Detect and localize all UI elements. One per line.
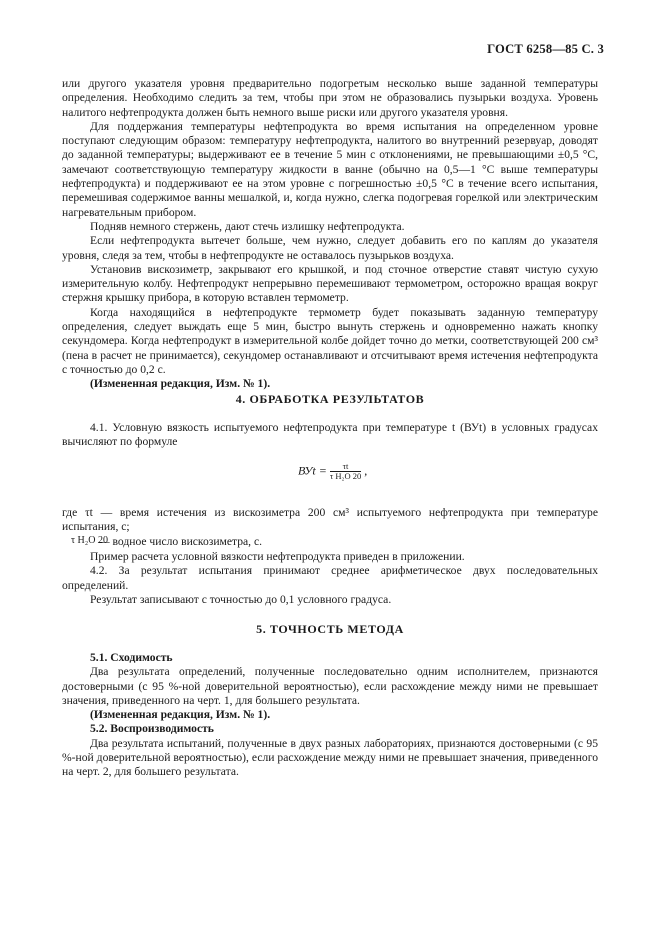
section-5-body — [62, 651, 598, 780]
section-4-1 — [62, 421, 598, 450]
page-header: ГОСТ 6258—85 С. 3 — [487, 42, 604, 56]
top-text-block — [62, 77, 598, 392]
section-4-title: 4. ОБРАБОТКА РЕЗУЛЬТАТОВ — [235, 392, 425, 406]
section-4-rest — [62, 550, 598, 607]
section-4-1-text: 4.1. Условную вязкость испытуемого нефтепродукта при температуре t (ВУt) в условных градусах вычисляют по формуле — [62, 421, 598, 449]
rounding-note: Результат записывают с точностью до 0,1 условного градуса. — [90, 592, 392, 606]
paragraph-5: Установив вискозиметр, закрывают его крышкой, и под сточное отверстие ставят чистую сухую измерительную колбу. Нефтепродукт непрерывно перемешивают термометром, осторожно вращая вокруг стержня крышку прибора, в которую вставлен термометр. — [62, 262, 598, 305]
paragraph-2: Для поддержания температуры нефтепродукта во время испытания на определенном уровне поступают следующим образом: температуру нефтепродукта, налитого во внутренний резервуар, доводят до заданной температуры; выдерживают ее в течение 5 мин с отклонениями, не превышающими ±0,5 °С, замечают соответствующую температуру жидкости в ванне (обычно на 0,5—1 °С выше температуры нефтепродукта) и поддерживают ее на этом уровне с погрешностью ±0,5 °С в течение всего испытания, перемешивая содержимое ванны мешалкой, и, когда нужно, слегка подогревая горелкой или электрическим нагревательным прибором. — [62, 119, 598, 219]
where-tau-t: где τt — время истечения из вискозиметра 200 см³ испытуемого нефтепродукта при температуре испытания, с; — [62, 506, 598, 534]
formula-lhs: ВУt = — [298, 463, 327, 478]
section-5-1-title: 5.1. Сходимость — [90, 651, 173, 664]
paragraph-1: или другого указателя уровня предварительно подогретым несколько выше заданной температуры определения. Необходимо следить за тем, чтобы при этом не образовались пузырьки воздуха. Уровень налитого нефтепродукта должен быть немного выше риски или другого указателя уровня. — [62, 77, 598, 119]
paragraph-4: Если нефтепродукта вытечет больше, чем нужно, следует добавить его по каплям до указателя уровня, следя за тем, чтобы в нефтепродукте не оставалось пузырьков воздуха. — [62, 234, 598, 262]
viscosity-formula: ВУt = $\frac{\tau t}{\text{τ H₂O 20}}$ , — [298, 461, 368, 481]
amendment-note: (Измененная редакция, Изм. № 1). — [90, 377, 271, 391]
formula-numerator: τt — [330, 462, 361, 472]
section-5-2-text: Два результата испытаний, полученные в двух разных лабораториях, признаются достоверными (с 95 %-ной доверительной вероятностью), если расхождение между ними не превышает значения, приведенного на черт. 2, для большего результата. — [62, 736, 598, 779]
amendment-note-2: (Измененная редакция, Изм. № 1). — [90, 708, 271, 722]
section-5-2-title: 5.2. Воспроизводимость — [90, 722, 214, 736]
formula-denominator: τ H₂O 20 — [329, 471, 362, 481]
section-5-title: 5. ТОЧНОСТЬ МЕТОДА — [256, 622, 404, 636]
section-4-2-text: 4.2. За результат испытания принимают среднее арифметическое двух последовательных определений. — [62, 564, 598, 592]
section-5-1-text: Два результата определений, полученные последовательно одним исполнителем, признаются достоверными (с 95 %-ной доверительной вероятностью), если расхождение между ними не превышает значения, приведенного на черт. 1, для большего результата. — [62, 665, 598, 707]
where-tau-water: — водное число вискозиметра, с. — [98, 535, 263, 548]
paragraph-3: Подняв немного стержень, дают стечь излишку нефтепродукта. — [90, 219, 405, 233]
formula-fraction — [330, 462, 361, 481]
tau-water-symbol: τ H₂O 20 — [71, 535, 108, 546]
paragraph-6: Когда находящийся в нефтепродукте термометр будет показывать заданную температуру определения, следует выждать еще 5 мин, быстро вынуть стержень и одновременно нажать кнопку секундомера. Когда нефтепродукт в измерительной колбе дойдет точно до метки, соответствующей 200 см³ (пена в расчет не принимается), секундомер останавливают и отсчитывают время истечения нефтепродукта с точностью до 0,2 с. — [62, 305, 598, 376]
where-block — [62, 506, 598, 535]
example-note: Пример расчета условной вязкости нефтепродукта приведен в приложении. — [90, 550, 465, 563]
